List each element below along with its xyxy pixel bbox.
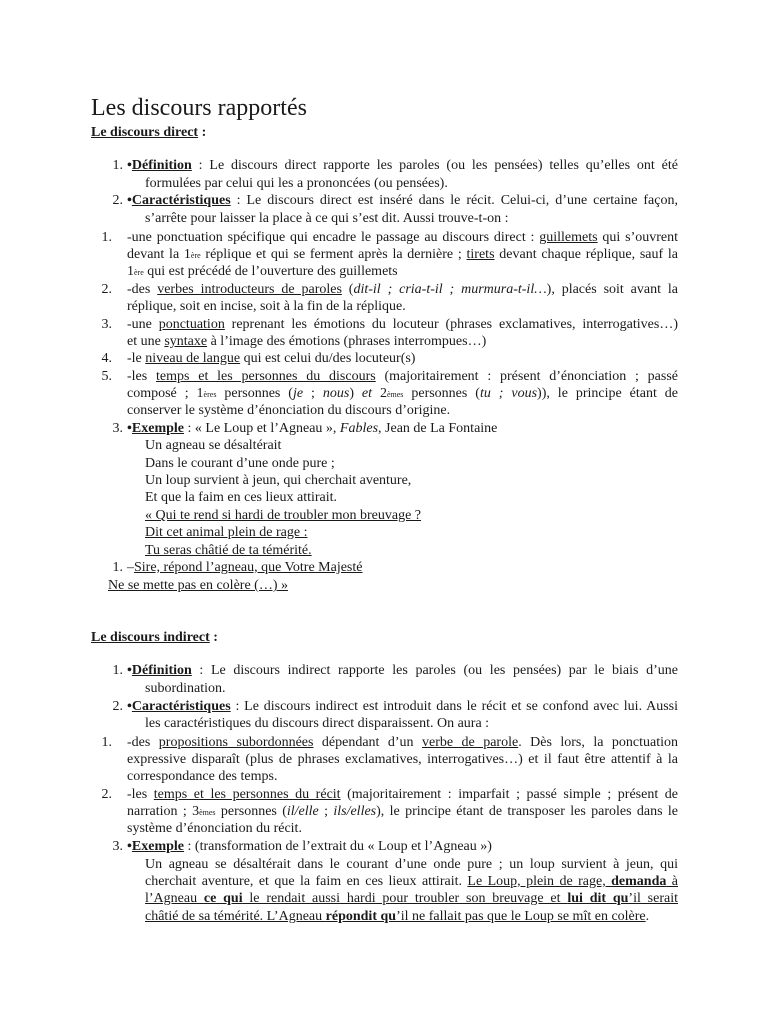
list-number: 2. (112, 193, 123, 208)
list-number: 2. (101, 787, 112, 802)
item-label: Caractéristiques (131, 193, 231, 208)
list-number: 1. (112, 158, 123, 173)
list-item-example: •Exemple : (transformation de l’extrait du « Loup et l’Agneau ») (127, 839, 492, 854)
list-item-example: •Exemple : « Le Loup et l’Agneau », Fables, Jean de La Fontaine (127, 421, 498, 436)
example-text-line: Un agneau se désaltérait dans le courant d’une onde pure ; un loup survient à jeun, qui (145, 857, 678, 872)
heading-text: Le discours indirect (91, 630, 210, 645)
item-text-line: système d’énonciation du récit. (127, 821, 302, 836)
item-text-line: devant la 1ère réplique et qui se ferment après la dernière ; tirets devant chaque réplique, sauf la (127, 247, 678, 262)
page-title: Les discours rapportés (91, 95, 307, 121)
item-label: Définition (131, 158, 192, 173)
verse-line-underlined: Dit cet animal plein de rage : (145, 525, 308, 540)
list-item-definition: •Définition : Le discours direct rapporte les paroles (ou les pensées) telles qu’elles ont été (127, 158, 678, 173)
list-number: 4. (101, 351, 112, 366)
item-text: : Le discours direct rapporte les paroles (ou les pensées) telles qu’elles ont été (191, 158, 678, 173)
heading-text: Le discours direct (91, 125, 199, 140)
item-text-line: composé ; 1ères personnes (je ; nous) et 2èmes personnes (tu ; vous)), le principe étant de (127, 386, 679, 401)
item-text-line: correspondance des temps. (127, 769, 278, 784)
example-text-line: châtié de sa témérité. L’Agneau répondit qu’il ne fallait pas que le Loup se mît en colère. (145, 909, 650, 924)
verse-line: Un agneau se désaltérait (145, 438, 282, 453)
verse-line-underlined: Tu seras châtié de ta témérité. (145, 543, 312, 558)
list-number: 3. (101, 317, 112, 332)
list-number: 5. (101, 369, 112, 384)
list-number: 1. (101, 735, 112, 750)
heading-colon: : (209, 630, 218, 645)
section-heading-direct (91, 124, 206, 142)
list-number: 1. (101, 230, 112, 245)
list-item: -une ponctuation reprenant les émotions du locuteur (phrases exclamatives, interrogatives…) (127, 317, 678, 332)
list-item: -le niveau de langue qui est celui du/des locuteur(s) (127, 351, 416, 366)
item-text-line: s’arrête pour laisser la place à ce qui s’est dit. Aussi trouve-t-on : (145, 211, 509, 226)
list-item: -des propositions subordonnées dépendant d’un verbe de parole. Dès lors, la ponctuation (127, 735, 678, 750)
list-item: -une ponctuation spécifique qui encadre le passage au discours direct : guillemets qui s’ouvrent (127, 230, 679, 245)
list-item: -les temps et les personnes du récit (majoritairement : imparfait ; passé simple ; présent de (127, 787, 678, 802)
item-text-line: conserver le système d’énonciation du discours d’origine. (127, 403, 451, 418)
verse-line-underlined: –Sire, répond l’agneau, que Votre Majesté (127, 560, 363, 575)
verse-line: Un loup survient à jeun, qui cherchait aventure, (145, 473, 412, 488)
item-text-line: réplique, soit en incise, soit à la fin de la réplique. (127, 299, 406, 314)
list-number: 3. (112, 839, 123, 854)
list-number: 2. (112, 699, 123, 714)
list-number: 2. (101, 282, 112, 297)
item-text-line: 1ère qui est précédé de l’ouverture des guillemets (127, 264, 398, 279)
example-text-line: cherchait aventure, et que la faim en ces lieux attirait. Le Loup, plein de rage, demanda à (145, 874, 678, 889)
verse-line: Dans le courant d’une onde pure ; (145, 456, 335, 471)
list-item: -des verbes introducteurs de paroles (dit-il ; cria-t-il ; murmura-t-il…), placés soit avant la (127, 282, 678, 297)
verse-line-underlined: « Qui te rend si hardi de troubler mon breuvage ? (145, 508, 422, 523)
list-item-caracteristiques: •Caractéristiques : Le discours indirect est introduit dans le récit et se confond avec lui. Aussi (127, 699, 678, 714)
item-text-line: subordination. (145, 681, 226, 696)
verse-line-underlined: Ne se mette pas en colère (…) » (108, 578, 288, 593)
example-text-line: l’Agneau ce qui le rendait aussi hardi pour troubler son breuvage et lui dit qu’il serait (145, 891, 678, 906)
list-item-caracteristiques: •Caractéristiques : Le discours direct est inséré dans le récit. Celui-ci, d’une certaine façon, (127, 193, 678, 208)
list-number: 1. (112, 663, 123, 678)
item-text-line: formulées par celui qui les a prononcées (ou pensées). (145, 176, 448, 191)
item-text: : Le discours direct est inséré dans le récit. Celui-ci, d’une certaine façon, (230, 193, 678, 208)
list-number: 3. (112, 421, 123, 436)
list-number: 1. (112, 560, 123, 575)
item-text-line: narration ; 3èmes personnes (il/elle ; ils/elles), le principe étant de transposer les paroles dans le (127, 804, 679, 819)
section-heading-indirect (91, 629, 218, 647)
list-item-definition: •Définition : Le discours indirect rapporte les paroles (ou les pensées) par le biais d’une (127, 663, 678, 678)
item-text-line: et une syntaxe à l’image des émotions (phrases interrompues…) (127, 334, 487, 349)
heading-colon: : (198, 125, 207, 140)
verse-line: Et que la faim en ces lieux attirait. (145, 490, 338, 505)
list-item: -les temps et les personnes du discours (majoritairement : présent d’énonciation ; passé (127, 369, 679, 384)
item-text-line: expressive disparaît (plus de phrases exclamatives, interrogatives…) et il faut être attentif à la (127, 752, 678, 767)
item-text-line: les caractéristiques du discours direct disparaissent. On aura : (145, 716, 490, 731)
